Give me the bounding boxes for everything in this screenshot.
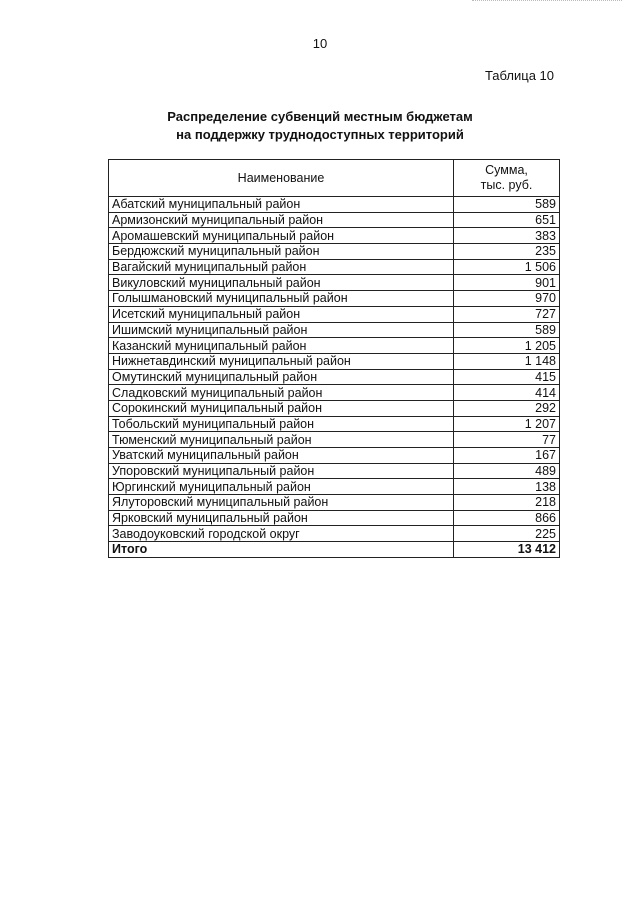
table-row [109,338,560,354]
header-sum-line-1: Сумма, [485,163,528,177]
header-name: Наименование [109,160,454,197]
table-row [109,479,560,495]
table-row [109,244,560,260]
row-sum: 651 [454,212,560,228]
row-name: Омутинский муниципальный район [109,369,454,385]
row-name: Ярковский муниципальный район [109,510,454,526]
row-name: Исетский муниципальный район [109,306,454,322]
row-name: Заводоуковский городской округ [109,526,454,542]
row-name: Казанский муниципальный район [109,338,454,354]
row-sum: 589 [454,197,560,213]
table-row [109,385,560,401]
table-row [109,495,560,511]
row-name: Бердюжский муниципальный район [109,244,454,260]
table-row [109,432,560,448]
row-sum: 415 [454,369,560,385]
row-name: Юргинский муниципальный район [109,479,454,495]
table-row [109,197,560,213]
scan-artifact-line [472,0,622,2]
table-row [109,448,560,464]
row-sum: 970 [454,291,560,307]
table-row [109,212,560,228]
row-name: Сорокинский муниципальный район [109,400,454,416]
row-sum: 1 205 [454,338,560,354]
row-name: Сладковский муниципальный район [109,385,454,401]
table-row [109,306,560,322]
total-row [109,542,560,558]
row-sum: 901 [454,275,560,291]
total-label: Итого [109,542,454,558]
row-sum: 1 506 [454,259,560,275]
row-sum: 292 [454,400,560,416]
row-name: Викуловский муниципальный район [109,275,454,291]
row-sum: 167 [454,448,560,464]
table-body [109,197,560,542]
row-sum: 414 [454,385,560,401]
table-row [109,322,560,338]
table-row [109,510,560,526]
table-row [109,526,560,542]
row-sum: 138 [454,479,560,495]
table-label: Таблица 10 [484,68,554,83]
row-sum: 235 [454,244,560,260]
row-sum: 727 [454,306,560,322]
page-number: 10 [312,36,328,51]
row-sum: 1 207 [454,416,560,432]
row-sum: 589 [454,322,560,338]
row-name: Тобольский муниципальный район [109,416,454,432]
table-row [109,463,560,479]
row-sum: 1 148 [454,353,560,369]
table-header-row [109,160,560,197]
title-line-2: на поддержку труднодоступных территорий [176,127,464,142]
subvention-table [108,159,560,558]
header-sum [454,160,560,197]
table-row [109,416,560,432]
row-name: Тюменский муниципальный район [109,432,454,448]
row-name: Нижнетавдинский муниципальный район [109,353,454,369]
row-sum: 225 [454,526,560,542]
row-sum: 218 [454,495,560,511]
table-row [109,228,560,244]
row-name: Вагайский муниципальный район [109,259,454,275]
table-row [109,353,560,369]
row-name: Ишимский муниципальный район [109,322,454,338]
row-name: Аромашевский муниципальный район [109,228,454,244]
row-name: Голышмановский муниципальный район [109,291,454,307]
table-row [109,369,560,385]
row-name: Абатский муниципальный район [109,197,454,213]
table-row [109,275,560,291]
row-name: Ялуторовский муниципальный район [109,495,454,511]
total-sum: 13 412 [454,542,560,558]
row-name: Упоровский муниципальный район [109,463,454,479]
row-sum: 383 [454,228,560,244]
table-row [109,291,560,307]
header-sum-line-2: тыс. руб. [480,178,533,192]
row-name: Уватский муниципальный район [109,448,454,464]
table-row [109,400,560,416]
row-sum: 866 [454,510,560,526]
row-name: Армизонский муниципальный район [109,212,454,228]
row-sum: 489 [454,463,560,479]
table-row [109,259,560,275]
document-title [0,108,640,144]
title-line-1: Распределение субвенций местным бюджетам [167,109,473,124]
row-sum: 77 [454,432,560,448]
